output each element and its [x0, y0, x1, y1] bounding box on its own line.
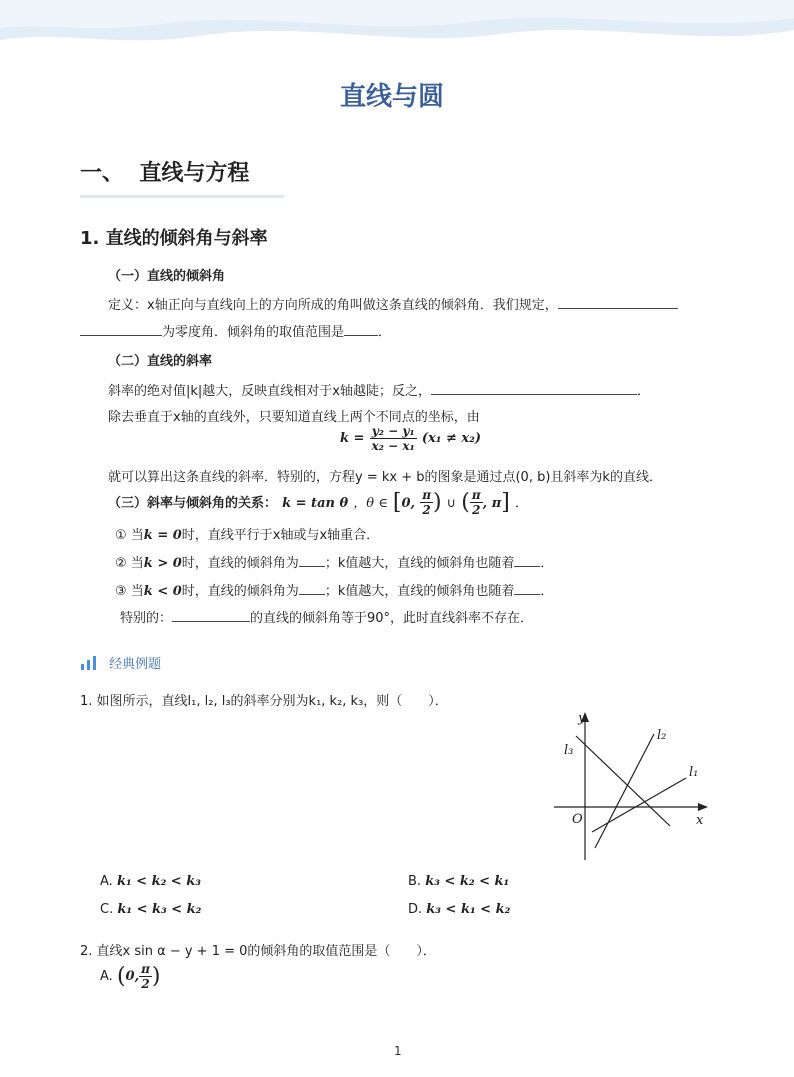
- option-a[interactable]: A. k₁ < k₂ < k₃: [100, 874, 201, 889]
- examples-label: 经典例题: [109, 657, 162, 672]
- part3-heading-line: （三）斜率与倾斜角的关系： k = tan θ ，θ ∈ [0, $\frac{\pi}{2}$ ) ∪ ( $\frac{\pi}{2}$ , π] ．: [108, 488, 528, 517]
- relation-formula: k = tan θ: [282, 496, 349, 511]
- formula-condition: (x₁ ≠ x₂): [421, 431, 481, 446]
- section-heading: [80, 156, 249, 187]
- examples-header: [80, 652, 161, 672]
- fill-blank[interactable]: [514, 582, 540, 595]
- question-2-stem: 2. 直线x sin α − y + 1 = 0的倾斜角的取值范围是（ ）．: [80, 944, 436, 959]
- part2-line2: 除去垂直于x轴的直线外，只要知道直线上两个不同点的坐标，由: [108, 410, 480, 425]
- question-2-option-a[interactable]: A. (0, $\frac{\pi}{2}$ ): [100, 962, 161, 991]
- page-number: 1: [394, 1044, 402, 1058]
- line-label-l1: l₁: [689, 765, 699, 780]
- option-c[interactable]: C. k₁ < k₃ < k₂: [100, 902, 202, 917]
- case-item: ③ 当k < 0时，直线的倾斜角为 ；k值越大，直线的倾斜角也随着 ．: [115, 584, 554, 599]
- fill-blank[interactable]: [299, 582, 325, 595]
- document-title: 直线与圆: [340, 82, 445, 112]
- formula-numerator: y₂ − y₁: [370, 424, 417, 439]
- part1-zero-angle: 为零度角．倾斜角的取值范围是 ．: [80, 321, 391, 340]
- line-label-l3: l₃: [564, 743, 574, 758]
- header-wave: [0, 0, 794, 60]
- formula-denominator: x₂ − x₁: [371, 439, 415, 453]
- fill-blank[interactable]: [558, 296, 678, 309]
- bar-chart-icon: [80, 656, 98, 670]
- part3-heading: （三）斜率与倾斜角的关系：: [108, 496, 278, 511]
- part1-definition: 定义：x轴正向与直线向上的方向所成的角叫做这条直线的倾斜角．我们规定，: [108, 294, 678, 313]
- section-number: 一、: [80, 161, 125, 186]
- fill-blank[interactable]: [344, 323, 378, 336]
- question-1-figure: [550, 706, 714, 864]
- fill-blank[interactable]: [514, 554, 540, 567]
- fill-blank[interactable]: [431, 382, 637, 395]
- fill-blank[interactable]: [80, 323, 162, 336]
- line-l2: [595, 734, 654, 848]
- special-case: 特别的： 的直线的倾斜角等于90°，此时直线斜率不存在．: [120, 611, 534, 626]
- part2-line1: 斜率的绝对值|k|越大，反映直线相对于x轴越陡；反之， ．: [108, 384, 650, 399]
- part2-heading: （二）直线的斜率: [108, 354, 213, 369]
- case-item: ② 当k > 0时，直线的倾斜角为 ；k值越大，直线的倾斜角也随着 ．: [115, 556, 554, 571]
- fill-blank[interactable]: [172, 609, 250, 622]
- line-l3: [576, 736, 670, 826]
- axis-label-y: y: [578, 711, 586, 726]
- axis-label-x: x: [696, 813, 704, 828]
- section-title: 直线与方程: [139, 161, 250, 186]
- part1-heading: （一）直线的倾斜角: [108, 269, 226, 284]
- subsection-title: 1. 直线的倾斜角与斜率: [80, 228, 268, 249]
- option-b[interactable]: B. k₃ < k₂ < k₁: [408, 874, 510, 889]
- option-d[interactable]: D. k₃ < k₁ < k₂: [408, 902, 511, 917]
- section-underline: [80, 195, 284, 198]
- line-label-l2: l₂: [657, 728, 667, 743]
- x-axis-arrow: [698, 803, 708, 811]
- case-item: ① 当k = 0时，直线平行于x轴或与x轴重合．: [115, 528, 380, 543]
- origin-label: O: [572, 812, 583, 827]
- question-1-stem: 1. 如图所示，直线l₁, l₂, l₃的斜率分别为k₁, k₂, k₃，则（ ）．: [80, 694, 448, 709]
- fill-blank[interactable]: [299, 554, 325, 567]
- part2-line3: 就可以算出这条直线的斜率．特别的，方程y = kx + b的图象是通过点(0, b)且斜率为k的直线．: [108, 470, 662, 485]
- slope-formula: k = $\frac{\text{y₂ − y₁}}{\text{x₂ − x₁}}$ (x₁ ≠ x₂): [340, 424, 481, 453]
- line-l1: [592, 778, 686, 832]
